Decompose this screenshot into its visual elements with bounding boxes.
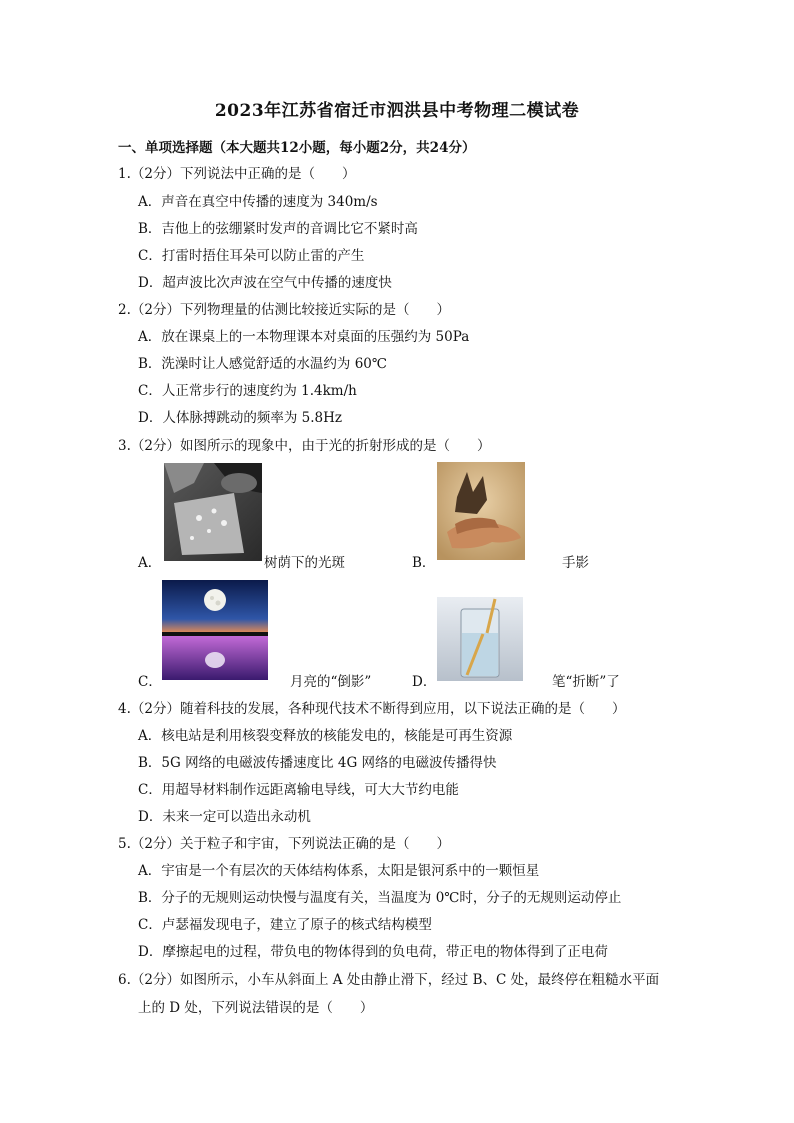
- question-5-option-a[interactable]: A．宇宙是一个有层次的天体结构体系，太阳是银河系中的一颗恒星: [138, 863, 540, 879]
- question-3-option-a-letter[interactable]: A．: [138, 555, 162, 571]
- question-2-stem: 2.（2分）下列物理量的估测比较接近实际的是（ ）: [118, 302, 450, 318]
- question-1-option-b[interactable]: B．吉他上的弦绷紧时发声的音调比它不紧时高: [138, 221, 418, 237]
- question-4-option-a[interactable]: A．核电站是利用核裂变释放的核能发电的，核能是可再生资源: [138, 728, 513, 744]
- question-5-option-b[interactable]: B．分子的无规则运动快慢与温度有关，当温度为 0℃时，分子的无规则运动停止: [138, 890, 622, 906]
- question-4-option-b[interactable]: B．5G 网络的电磁波传播速度比 4G 网络的电磁波传播得快: [138, 755, 497, 771]
- question-3-option-c-letter[interactable]: C．: [138, 674, 162, 690]
- question-4-stem: 4.（2分）随着科技的发展，各种现代技术不断得到应用，以下说法正确的是（ ）: [118, 701, 626, 717]
- question-1-option-c[interactable]: C．打雷时捂住耳朵可以防止雷的产生: [138, 248, 365, 264]
- section-heading: 一、单项选择题（本大题共12小题，每小题2分，共24分）: [118, 140, 476, 156]
- question-5-stem: 5.（2分）关于粒子和宇宙，下列说法正确的是（ ）: [118, 836, 450, 852]
- question-2-option-d[interactable]: D．人体脉搏跳动的频率为 5.8Hz: [138, 410, 342, 426]
- question-1-option-d[interactable]: D．超声波比次声波在空气中传播的速度快: [138, 275, 392, 291]
- question-3-stem: 3.（2分）如图所示的现象中，由于光的折射形成的是（ ）: [118, 438, 491, 454]
- question-6-stem: 6.（2分）如图所示，小车从斜面上 A 处由静止滑下，经过 B、C 处，最终停在粗糙水平面: [118, 972, 660, 988]
- question-4-option-c[interactable]: C．用超导材料制作远距离输电导线，可大大节约电能: [138, 782, 459, 798]
- question-3-option-d-letter[interactable]: D．: [412, 674, 437, 690]
- tree-shade-light-spots-image[interactable]: [164, 463, 262, 561]
- question-6-stem-continued: 上的 D 处，下列说法错误的是（ ）: [138, 1000, 374, 1016]
- pencil-in-water-image[interactable]: [437, 597, 523, 681]
- question-3-option-a-caption: 树荫下的光斑: [264, 555, 345, 571]
- page-title: 2023年江苏省宿迁市泗洪县中考物理二模试卷: [214, 101, 580, 121]
- hand-shadow-image[interactable]: [437, 462, 525, 560]
- question-3-option-b-letter[interactable]: B．: [412, 555, 436, 571]
- question-5-option-c[interactable]: C．卢瑟福发现电子，建立了原子的核式结构模型: [138, 917, 432, 933]
- question-3-option-d-caption: 笔“折断”了: [552, 674, 620, 690]
- question-1-option-a[interactable]: A．声音在真空中传播的速度为 340m/s: [138, 194, 378, 210]
- question-2-option-a[interactable]: A．放在课桌上的一本物理课本对桌面的压强约为 50Pa: [138, 329, 470, 345]
- question-1-stem: 1.（2分）下列说法中正确的是（ ）: [118, 166, 356, 182]
- moon-reflection-image[interactable]: [162, 580, 268, 680]
- question-3-option-c-caption: 月亮的“倒影”: [290, 674, 372, 690]
- question-4-option-d[interactable]: D．未来一定可以造出永动机: [138, 809, 311, 825]
- question-2-option-b[interactable]: B．洗澡时让人感觉舒适的水温约为 60℃: [138, 356, 387, 372]
- question-5-option-d[interactable]: D．摩擦起电的过程，带负电的物体得到的负电荷，带正电的物体得到了正电荷: [138, 944, 608, 960]
- question-3-option-b-caption: 手影: [562, 555, 589, 571]
- question-2-option-c[interactable]: C．人正常步行的速度约为 1.4km/h: [138, 383, 357, 399]
